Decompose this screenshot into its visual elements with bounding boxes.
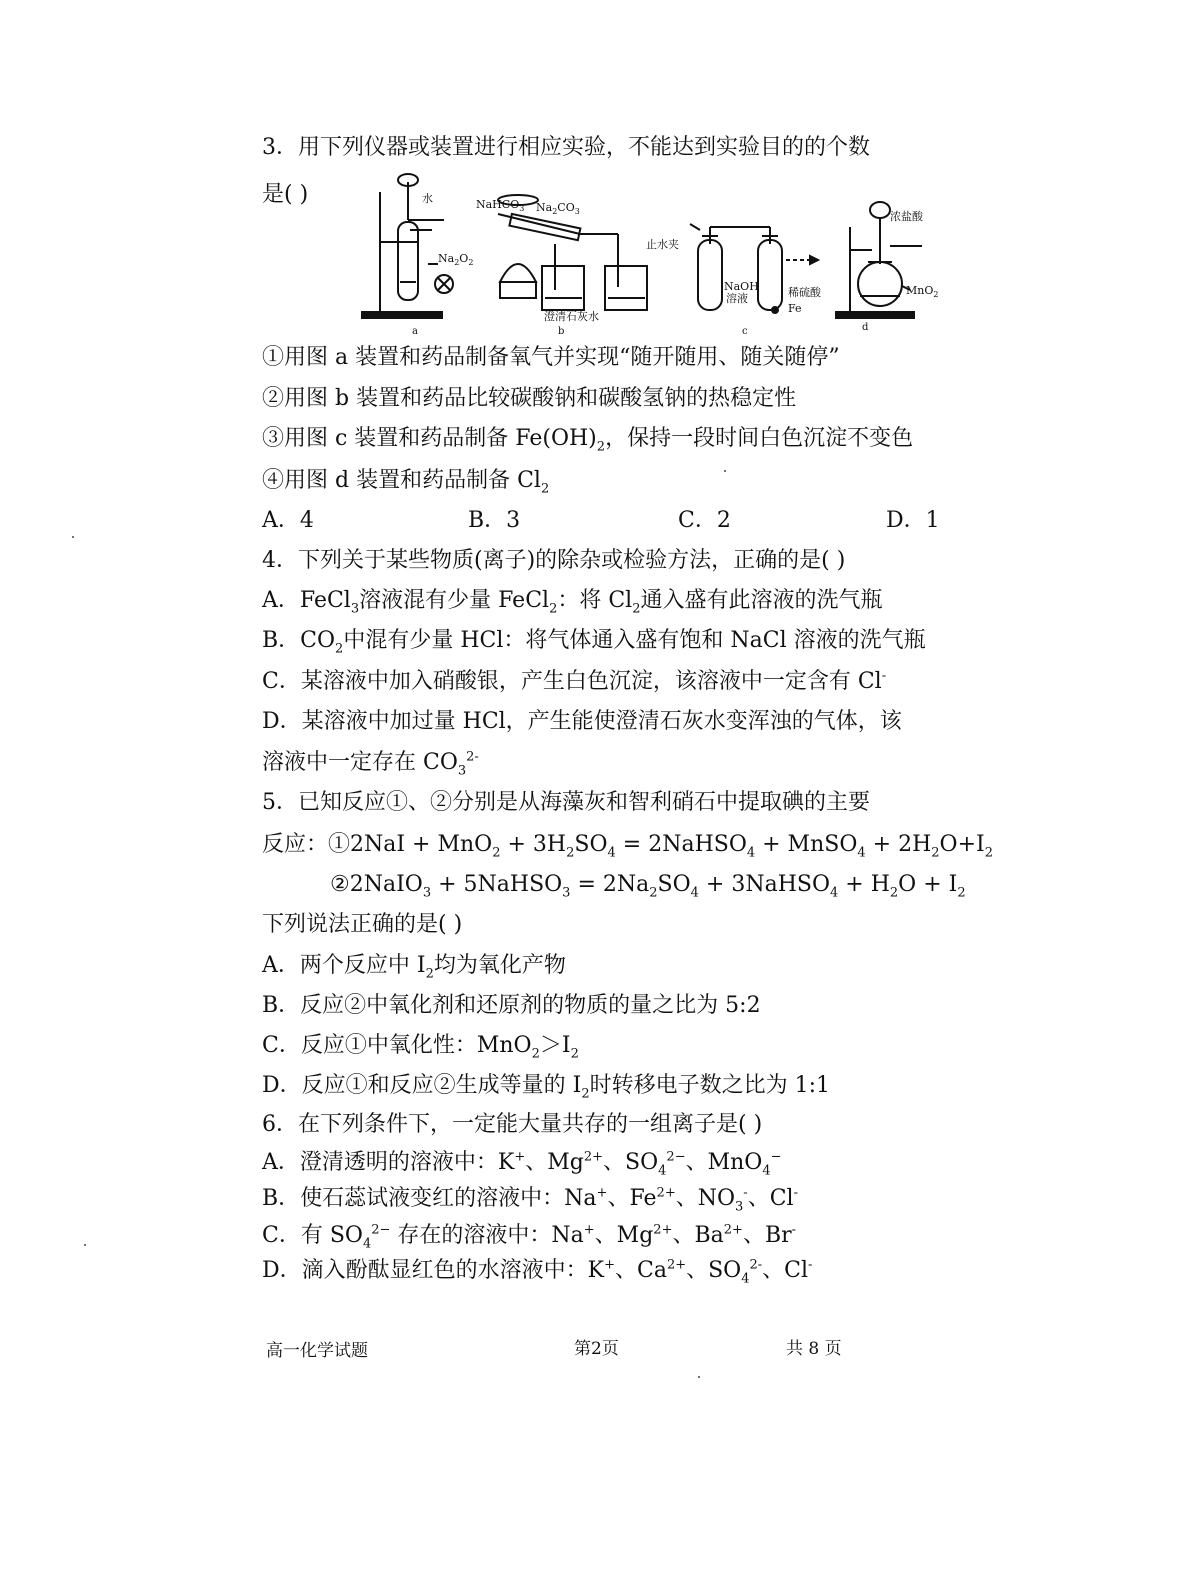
fig-c-acid-label: 稀硫酸 bbox=[788, 286, 821, 299]
q5-option-b: B．反应②中氧化剂和还原剂的物质的量之比为 5:2 bbox=[262, 993, 761, 1018]
q6-option-d: D．滴入酚酞显红色的水溶液中：K+、$Ca^{2+}$、$SO_4^{2-}$、Cl- bbox=[262, 1257, 813, 1287]
q5-stem: 5．已知反应①、②分别是从海藻灰和智利硝石中提取碘的主要 bbox=[262, 790, 870, 815]
footer-page-number: 第2页 bbox=[574, 1339, 619, 1359]
q4-option-a: A．FeCl$_3$溶液混有少量 FeCl$_2$：将 $Cl_2$通入盛有此溶液的洗气瓶 bbox=[262, 588, 883, 617]
q3-statement-2: ②用图 b 装置和药品比较碳酸钠和碳酸氢钠的热稳定性 bbox=[262, 386, 797, 411]
q6-stem: 6．在下列条件下，一定能大量共存的一组离子是( ) bbox=[262, 1112, 763, 1137]
q6-option-b: B．使石蕊试液变红的溶液中：Na+、$Fe^{2+}$、$NO_3^-$、Cl- bbox=[262, 1185, 798, 1215]
fig-b-limewater-label: 澄清石灰水 bbox=[544, 310, 599, 323]
q5-option-c: C．反应①中氧化性：$MnO_2>I_2$ bbox=[262, 1033, 579, 1062]
fig-d-hcl-label: 浓盐酸 bbox=[890, 210, 923, 223]
fig-d-label: d bbox=[862, 322, 869, 333]
fig-b-salt2-label: $Na_2CO_3$ bbox=[536, 201, 580, 216]
q5-option-d: D．反应①和反应②生成等量的 $I_2$时转移电子数之比为 1:1 bbox=[262, 1073, 831, 1102]
q3-option-c: C．2 bbox=[678, 508, 731, 533]
q4-option-b: B．$CO_2$中混有少量 HCl：将气体通入盛有饱和 NaCl 溶液的洗气瓶 bbox=[262, 628, 926, 657]
q5-reaction-1: 反应：①2NaI + $MnO_2 + 3H_2SO_4$ = 2NaHSO$_4$ + MnSO$_4$ + $2H_2O+I_2$ bbox=[262, 832, 993, 861]
fig-c-fe-label: Fe bbox=[788, 302, 802, 315]
q3-stem-line-2: 是( ) bbox=[262, 182, 309, 207]
q3-option-a: A．4 bbox=[262, 508, 314, 533]
q4-option-c: C．某溶液中加入硝酸银，产生白色沉淀，该溶液中一定含有 Cl- bbox=[262, 668, 887, 694]
scan-speck bbox=[724, 470, 726, 472]
q6-option-a: A．澄清透明的溶液中：K+、$Mg^{2+}$、$SO_4^{2-}$、MnO$_4$− bbox=[262, 1149, 782, 1179]
scan-speck bbox=[84, 1244, 86, 1246]
q3-stem-line-1: 3．用下列仪器或装置进行相应实验，不能达到实验目的的个数 bbox=[262, 135, 870, 160]
q3-option-b: B．3 bbox=[468, 508, 521, 533]
fig-c-label: c bbox=[742, 326, 748, 337]
q5-reaction-2: ②2NaIO$_3$ + 5NaHSO$_3$ = $2Na_2SO_4$ + 3NaHSO$_4$ + $H_2O + I_2$ bbox=[330, 872, 966, 901]
q5-option-a: A．两个反应中 $I_2$均为氧化产物 bbox=[262, 953, 566, 982]
fig-a-reagent-label: $Na_2O_2$ bbox=[438, 252, 474, 267]
q3-statement-1: ①用图 a 装置和药品制备氧气并实现“随开随用、随关随停” bbox=[262, 345, 840, 370]
footer-subject: 高一化学试题 bbox=[266, 1341, 368, 1361]
fig-a-label: a bbox=[412, 326, 418, 337]
q4-option-d-line-1: D．某溶液中加过量 HCl，产生能使澄清石灰水变浑浊的气体，该 bbox=[262, 709, 902, 734]
scan-speck bbox=[72, 536, 74, 538]
fig-c-clamp-label: 止水夹 bbox=[646, 238, 679, 251]
q3-apparatus-figure bbox=[350, 172, 950, 340]
q3-statement-3: ③用图 c 装置和药品制备 $Fe(OH)_2$，保持一段时间白色沉淀不变色 bbox=[262, 426, 914, 455]
q4-stem: 4．下列关于某些物质(离子)的除杂或检验方法，正确的是( ) bbox=[262, 548, 846, 573]
q5-question: 下列说法正确的是( ) bbox=[262, 912, 463, 937]
fig-b-salt1-label: NaHCO$_3$ bbox=[476, 198, 525, 213]
fig-c-naoh-label-2: 溶液 bbox=[726, 292, 748, 305]
footer-total-pages: 共 8 页 bbox=[786, 1339, 842, 1359]
q6-option-c: C．有 $SO_4^{2-}$ 存在的溶液中：Na+、$Mg^{2+}$、$Ba^{2+}$、Br- bbox=[262, 1222, 797, 1252]
fig-c-naoh-label: NaOH bbox=[724, 280, 759, 293]
fig-a-water-label: 水 bbox=[422, 192, 433, 205]
fig-b-label: b bbox=[558, 326, 565, 337]
q4-option-d-line-2: 溶液中一定存在 $CO_3^{2-}$ bbox=[262, 749, 479, 779]
q3-option-d: D．1 bbox=[886, 508, 940, 533]
q3-statement-4: ④用图 d 装置和药品制备 $Cl_2$ bbox=[262, 468, 550, 497]
scan-speck bbox=[698, 1376, 700, 1378]
fig-d-mno2-label: MnO$_2$ bbox=[906, 284, 939, 299]
